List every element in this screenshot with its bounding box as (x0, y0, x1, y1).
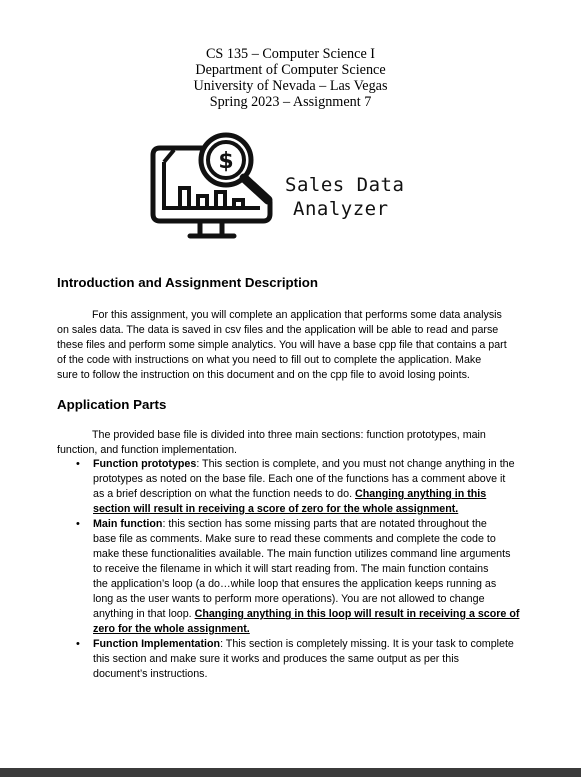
bullet-warning: section will result in receiving a score of zero for the whole assignment. (93, 503, 459, 515)
bullet-dot: • (76, 638, 80, 650)
bullet-text: as a brief description on what the function needs to do. (93, 488, 356, 500)
document-header (0, 46, 581, 110)
bullet-function-prototypes (76, 457, 536, 517)
bullet-text: anything in that loop. (93, 608, 195, 620)
bullet-text: this section and make sure it works and produces the same output as per this (93, 653, 459, 665)
bullet-term: Main function (93, 518, 163, 530)
bullet-text: to receive the filename in which it will start reading from. The main function contains (93, 563, 489, 575)
parts-bullet-list (76, 457, 536, 682)
svg-text:$: $ (218, 149, 234, 174)
bullet-dot: • (76, 518, 80, 530)
bullet-dot: • (76, 458, 80, 470)
logo-title-line1: Sales Data (285, 174, 405, 196)
bullet-text: : This section is complete, and you must not change anything in the (196, 458, 515, 470)
parts-paragraph (57, 428, 527, 458)
bullet-term: Function prototypes (93, 458, 197, 470)
intro-line: of the code with instructions on what you need to fill out to complete the application. Make (57, 354, 482, 366)
bullet-text: long as the user wants to perform more operations). You are not allowed to change (93, 593, 485, 605)
university-name: University of Nevada – Las Vegas (193, 78, 388, 94)
bullet-main-function (76, 517, 536, 637)
intro-heading: Introduction and Assignment Description (57, 275, 319, 290)
viewer-bottom-bar (0, 768, 581, 777)
term-assignment: Spring 2023 – Assignment 7 (209, 94, 372, 110)
bullet-text: prototypes as noted on the base file. Each one of the functions has a comment above it (93, 473, 506, 485)
parts-heading: Application Parts (57, 397, 167, 412)
bullet-warning: zero for the whole assignment. (93, 623, 250, 635)
bullet-term: Function Implementation (93, 638, 221, 650)
bullet-text: the application’s loop (a do…while loop that ensures the application keeps running as (93, 578, 497, 590)
bullet-text: base file as comments. Make sure to read these comments and complete the code to (93, 533, 496, 545)
bullet-text: : This section is completely missing. It is your task to complete (220, 638, 514, 650)
intro-paragraph (57, 308, 527, 383)
bullet-warning: Changing anything in this loop will result in receiving a score of (194, 608, 520, 620)
bullet-function-implementation (76, 637, 536, 682)
sales-data-analyzer-logo (150, 130, 430, 248)
intro-line: these files and perform some simple analytics. You will have a base cpp file that contains a part (57, 339, 507, 351)
department-name: Department of Computer Science (195, 62, 386, 78)
analytics-monitor-dollar-magnifier-icon (150, 130, 280, 248)
parts-line: The provided base file is divided into three main sections: function prototypes, main (92, 429, 486, 441)
course-title: CS 135 – Computer Science I (205, 46, 376, 62)
bullet-text: : this section has some missing parts that are notated throughout the (162, 518, 487, 530)
logo-title-line2: Analyzer (293, 198, 389, 220)
bullet-text: make these functionalities available. The main function utilizes command line arguments (93, 548, 511, 560)
intro-line: on sales data. The data is saved in csv files and the application will be able to read and parse (57, 324, 499, 336)
bullet-text: document’s instructions. (93, 668, 208, 680)
intro-line: sure to follow the instruction on this document and on the cpp file to avoid losing points. (57, 369, 470, 381)
bullet-warning: Changing anything in this (355, 488, 487, 500)
parts-line: function, and function implementation. (57, 444, 238, 456)
intro-line: For this assignment, you will complete an application that performs some data analysis (92, 309, 502, 321)
